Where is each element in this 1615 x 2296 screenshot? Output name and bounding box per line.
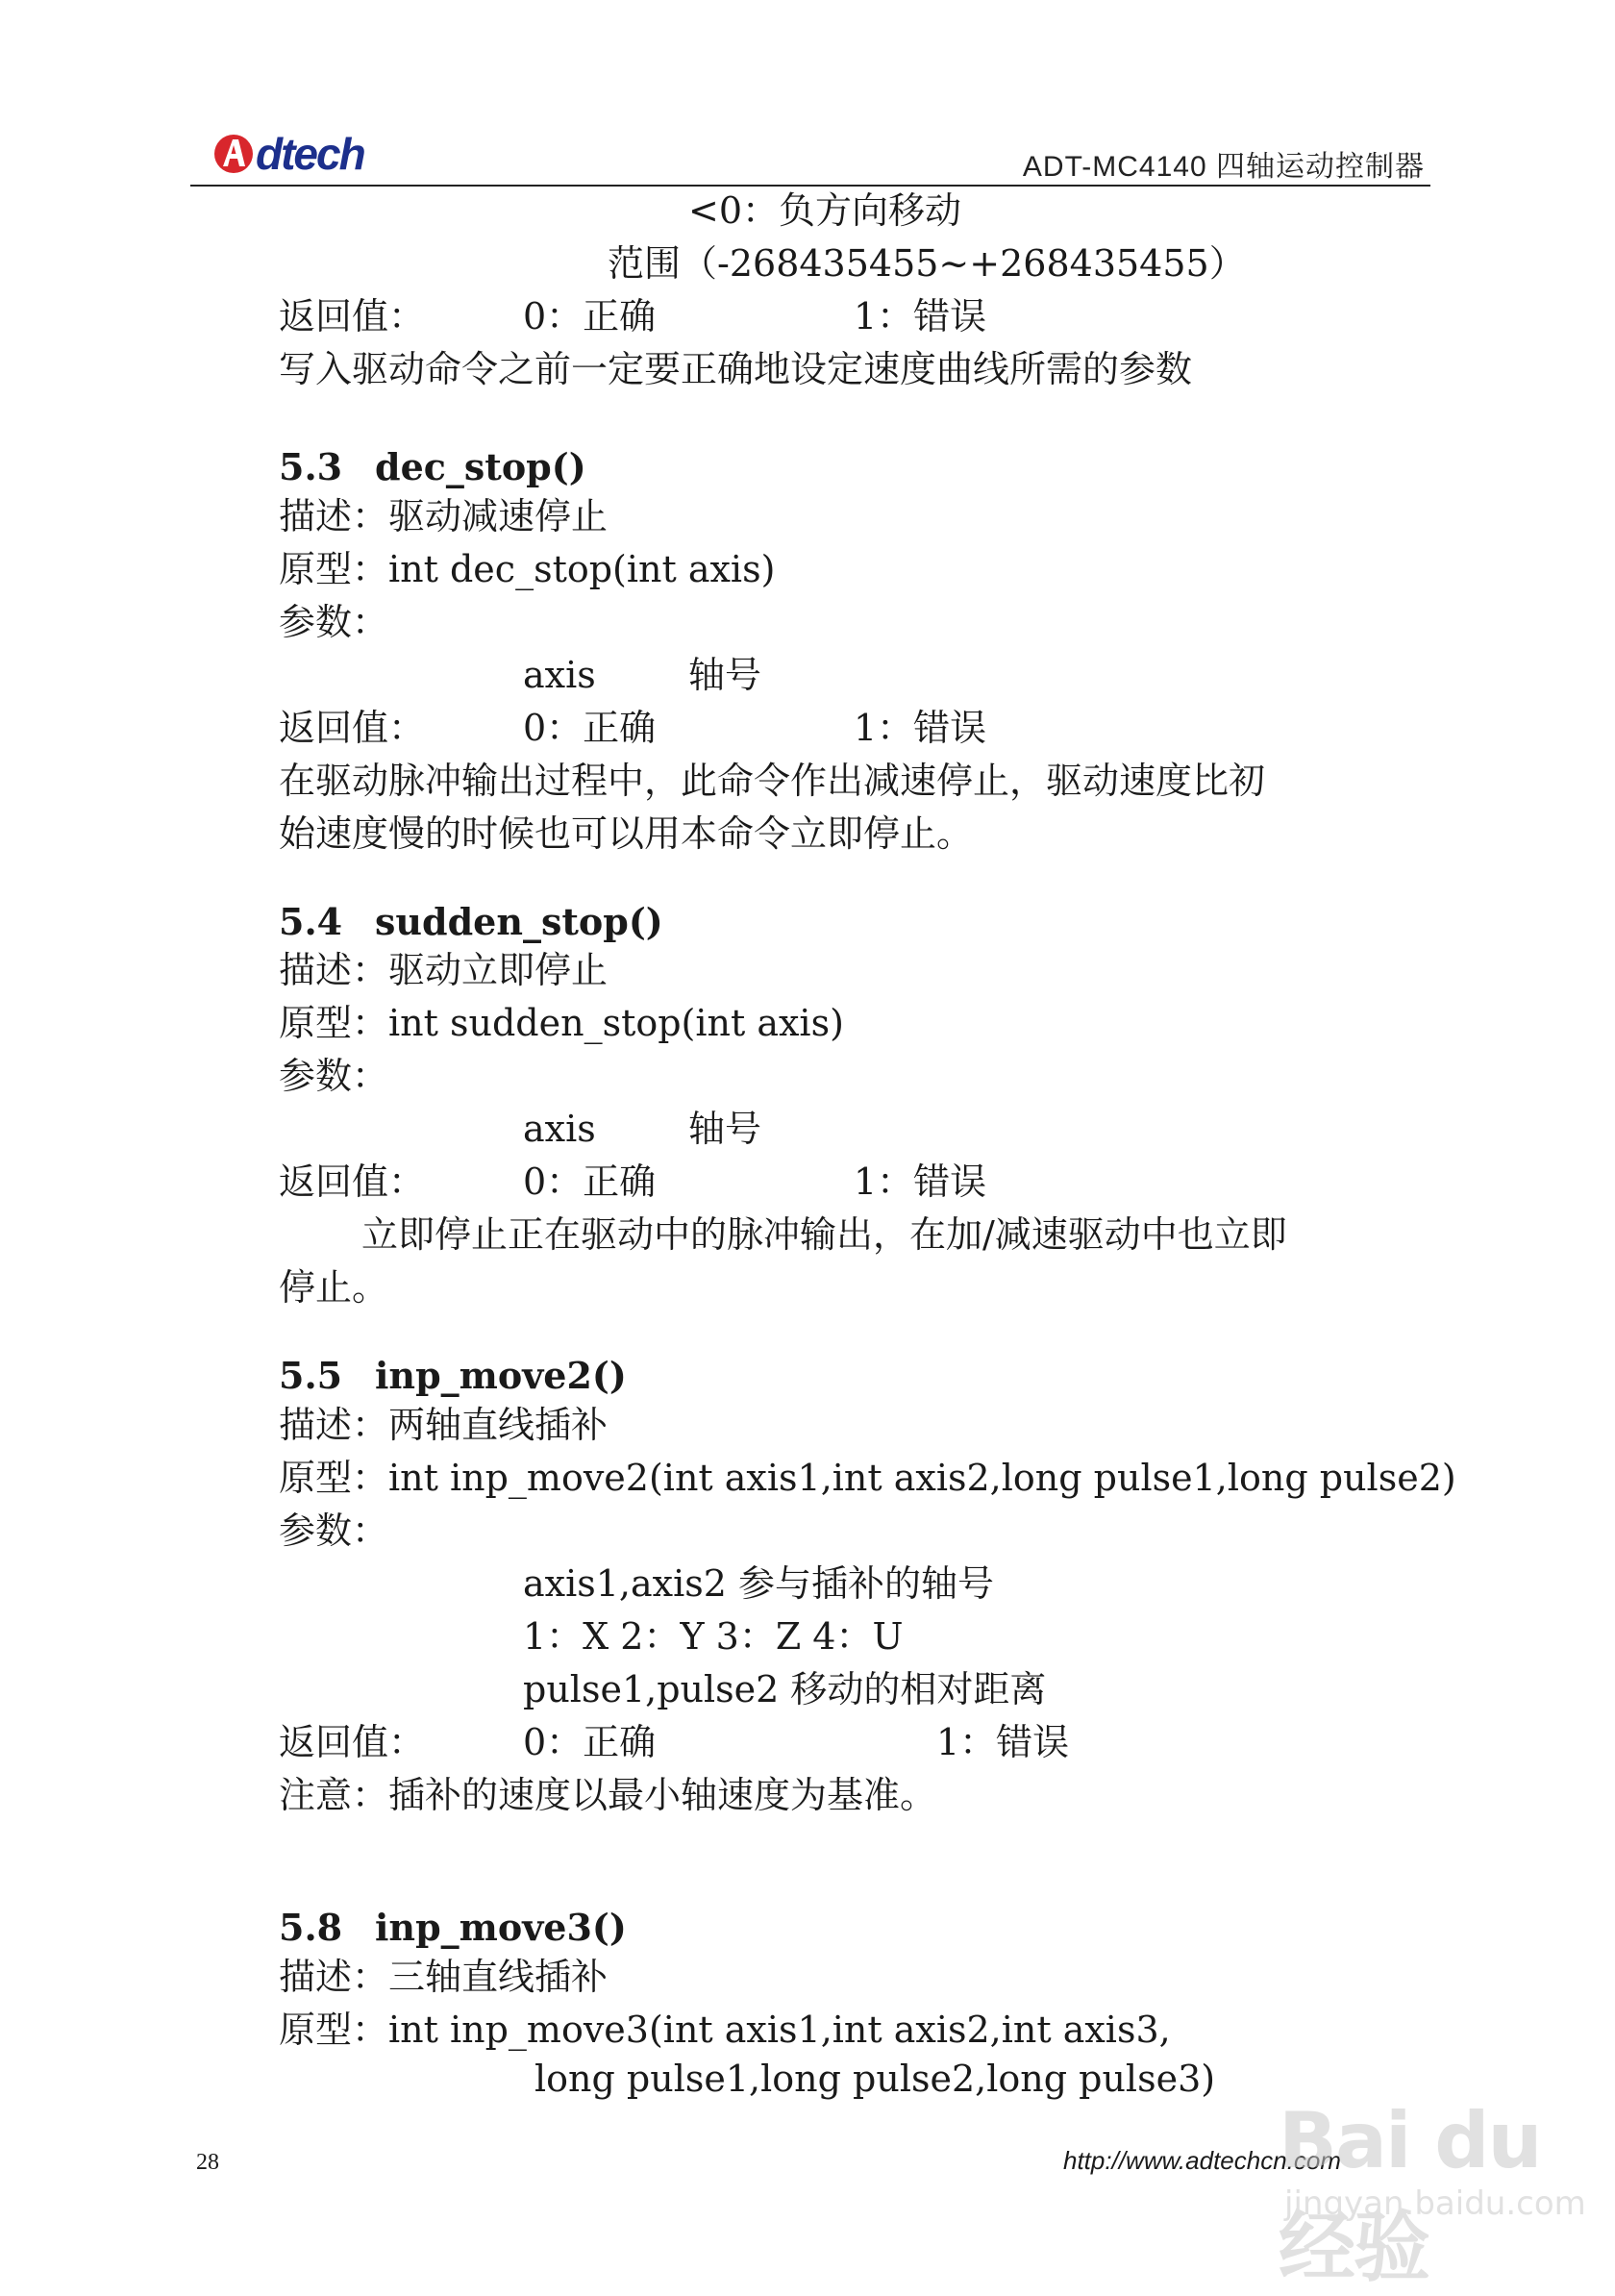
header-divider: [190, 185, 1430, 187]
return-ok: 0：正确: [523, 1721, 657, 1763]
neg-direction-line: <0：负方向移动: [688, 189, 962, 232]
return-ok: 0：正确: [523, 707, 657, 749]
return-label: 返回值：: [279, 1160, 426, 1203]
param-name: axis: [523, 654, 596, 696]
param-line: pulse1,pulse2 移动的相对距离: [523, 1668, 1047, 1710]
return-ok: 0：正确: [523, 1160, 657, 1203]
section-heading-5-4: [279, 900, 663, 944]
section-heading-5-3: [279, 445, 586, 489]
return-error: 1：错误: [854, 1160, 987, 1203]
param-line: axis1,axis2 参与插补的轴号: [523, 1562, 994, 1605]
params-label: 参数：: [279, 1055, 389, 1097]
baidu-jingyan-watermark: [1250, 2096, 1586, 2292]
param-description: 轴号: [688, 1108, 762, 1150]
prototype-line: 原型：int inp_move2(int axis1,int axis2,long pulse1,long pulse2): [279, 1457, 1456, 1499]
section-number: 5.5: [279, 1354, 343, 1397]
range-line: 范围（-268435455~+268435455）: [608, 242, 1246, 285]
prototype-line: 原型：int dec_stop(int axis): [279, 548, 776, 590]
description-line: 描述：驱动减速停止: [279, 495, 609, 537]
section-number: 5.3: [279, 445, 343, 488]
adtech-logo: [213, 129, 364, 179]
header-title: ADT-MC4140 四轴运动控制器: [1022, 151, 1425, 183]
note-line: 注意：插补的速度以最小轴速度为基准。: [279, 1774, 937, 1816]
section-number: 5.8: [279, 1906, 343, 1949]
note-line: 停止。: [279, 1266, 389, 1309]
params-label: 参数：: [279, 601, 389, 643]
prototype-line: 原型：int inp_move3(int axis1,int axis2,int axis3,: [279, 2009, 1171, 2051]
return-label: 返回值：: [279, 1721, 426, 1763]
description-line: 描述：两轴直线插补: [279, 1404, 609, 1446]
section-title: inp_move2(): [375, 1354, 627, 1397]
param-name: axis: [523, 1108, 596, 1150]
description-line: 描述：三轴直线插补: [279, 1956, 609, 1998]
logo-text: dtech: [256, 129, 364, 179]
section-title: dec_stop(): [375, 445, 586, 488]
watermark-main: Bai du 经验: [1279, 2096, 1541, 2292]
prototype-continuation-line: long pulse1,long pulse2,long pulse3): [534, 2058, 1216, 2100]
section-heading-5-8: [279, 1906, 627, 1950]
return-label: 返回值：: [279, 295, 426, 337]
return-error: 1：错误: [936, 1721, 1070, 1763]
section-number: 5.4: [279, 900, 343, 943]
note-line: 写入驱动命令之前一定要正确地设定速度曲线所需的参数: [279, 348, 1193, 390]
watermark-sub: jingyan.baidu.com: [1284, 2184, 1586, 2223]
adtech-logo-mark-icon: [213, 132, 254, 176]
note-line: 始速度慢的时候也可以用本命令立即停止。: [279, 812, 974, 855]
axis-mapping-line: 1：X 2：Y 3：Z 4：U: [523, 1615, 904, 1658]
return-error: 1：错误: [854, 707, 987, 749]
footer-url: http://www.adtechcn.com: [1063, 2146, 1342, 2175]
prototype-line: 原型：int sudden_stop(int axis): [279, 1002, 844, 1044]
section-title: sudden_stop(): [375, 900, 663, 943]
params-label: 参数：: [279, 1510, 389, 1552]
description-line: 描述：驱动立即停止: [279, 949, 609, 991]
param-description: 轴号: [688, 654, 762, 696]
return-error: 1：错误: [854, 295, 987, 337]
note-line: 在驱动脉冲输出过程中，此命令作出减速停止，驱动速度比初: [279, 760, 1266, 802]
return-ok: 0：正确: [523, 295, 657, 337]
return-label: 返回值：: [279, 707, 426, 749]
section-title: inp_move3(): [375, 1906, 627, 1949]
note-line: 立即停止正在驱动中的脉冲输出，在加/减速驱动中也立即: [361, 1213, 1287, 1256]
page-number: 28: [196, 2150, 219, 2175]
section-heading-5-5: [279, 1354, 627, 1398]
